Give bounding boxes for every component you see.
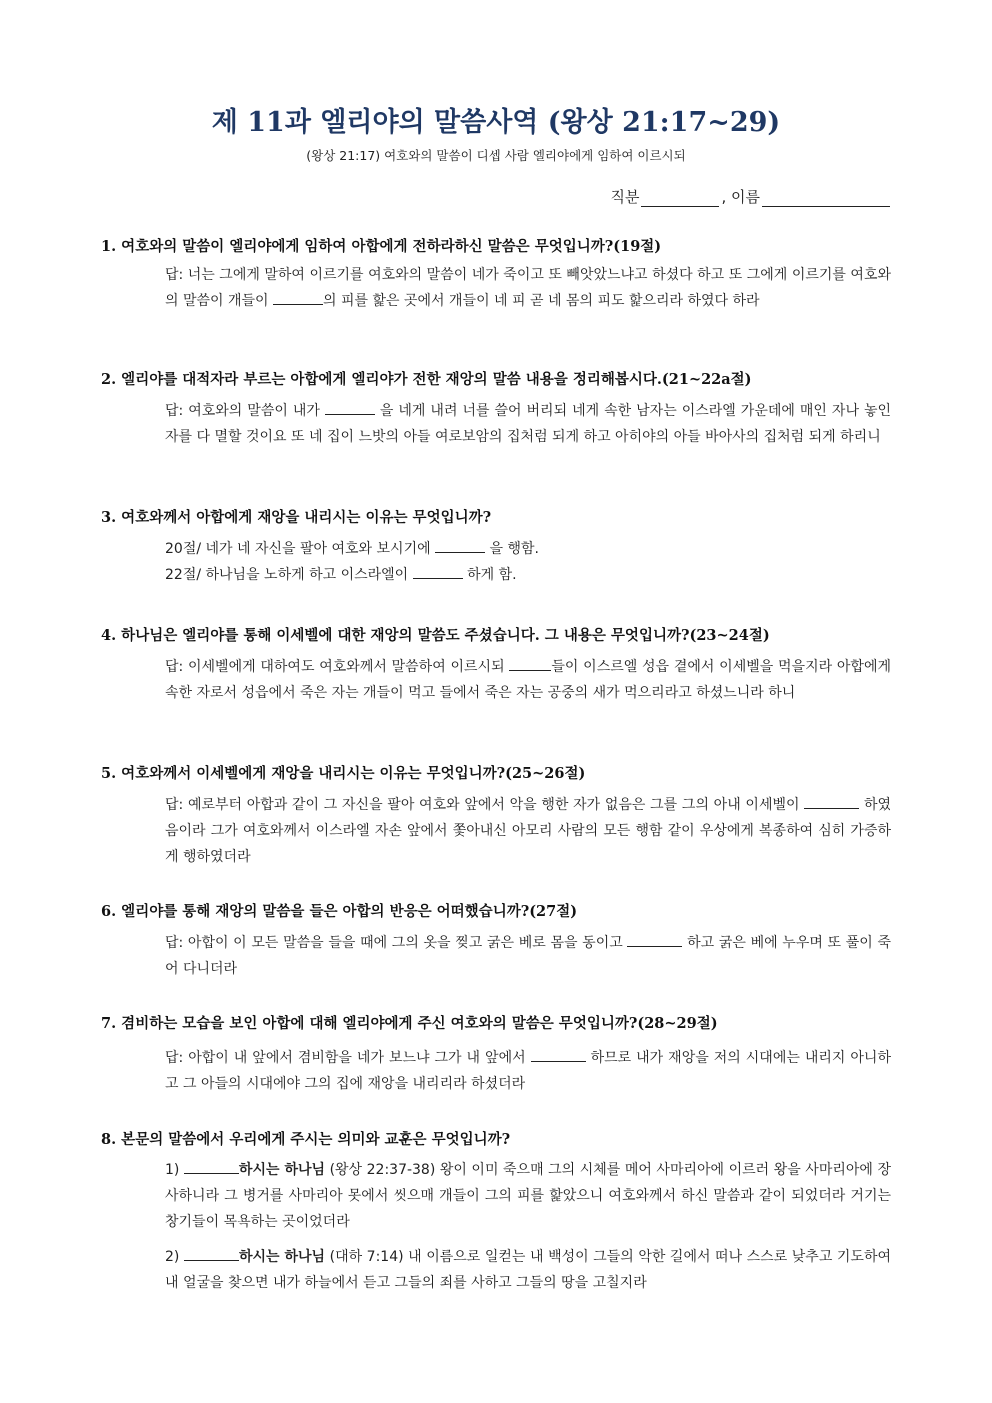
question-1: 1. 여호와의 말씀이 엘리야에게 임하여 아합에게 전하라하신 말씀은 무엇입니까?(19절) — [101, 238, 662, 255]
answer-blank[interactable] — [531, 1047, 586, 1062]
answer-blank[interactable] — [325, 400, 375, 415]
answer-blank[interactable] — [413, 564, 463, 579]
answer-8-item-2: 2) 하시는 하나님 (대하 7:14) 내 이름으로 일컫는 내 백성이 그들의 악한 길에서 떠나 스스로 낮추고 기도하여 내 얼굴을 찾으면 내가 하늘에서 듣고 그들의 죄를 사하고 그들의 땅을 고칠지라 — [165, 1244, 891, 1296]
question-8: 8. 본문의 말씀에서 우리에게 주시는 의미와 교훈은 무엇입니까? — [101, 1131, 511, 1148]
question-7: 7. 겸비하는 모습을 보인 아합에 대해 엘리야에게 주신 여호와의 말씀은 무엇입니까?(28~29절) — [101, 1015, 718, 1032]
answer-3 — [165, 536, 891, 588]
name-fields — [610, 186, 892, 207]
position-field[interactable] — [641, 192, 719, 207]
answer-line: 20절/ 네가 네 자신을 팔아 여호와 보시기에 을 행함. — [165, 536, 891, 562]
answer-2: 답: 여호와의 말씀이 내가 을 네게 내려 너를 쓸어 버리되 네게 속한 남자는 이스라엘 가운데에 매인 자나 놓인 자를 다 멸할 것이요 또 네 집이 느밧의 아들 여로보암의 집처럼 되게 하고 아히야의 아들 바아사의 집처럼 되게 하리니 — [165, 398, 891, 450]
answer-7: 답: 아합이 내 앞에서 겸비함을 네가 보느냐 그가 내 앞에서 하므로 내가 재앙을 저의 시대에는 내리지 아니하고 그 아들의 시대에야 그의 집에 재앙을 내리리라 하셨더라 — [165, 1045, 891, 1097]
answer-8-item-1: 1) 하시는 하나님 (왕상 22:37-38) 왕이 이미 죽으매 그의 시체를 메어 사마리아에 이르러 왕을 사마리아에 장사하니라 그 병거를 사마리아 못에서 씻으매 개들이 그의 피를 핥았으니 여호와께서 하신 말씀과 같이 되었더라 거기는 창기들이 목욕하는 곳이었더라 — [165, 1157, 891, 1235]
page-title: 제 11과 엘리야의 말씀사역 (왕상 21:17~29) — [211, 107, 781, 138]
page-subtitle: (왕상 21:17) 여호와의 말씀이 디셉 사람 엘리야에게 임하여 이르시되 — [306, 148, 686, 163]
question-2: 2. 엘리야를 대적자라 부르는 아합에게 엘리야가 전한 재앙의 말씀 내용을 정리해봅시다.(21~22a절) — [101, 371, 752, 388]
answer-5: 답: 예로부터 아합과 같이 그 자신을 팔아 여호와 앞에서 악을 행한 자가 없음은 그를 그의 아내 이세벨이 하였음이라 그가 여호와께서 이스라엘 자손 앞에서 쫓아내신 아모리 사람의 모든 행함 같이 우상에게 복종하여 심히 가증하게 행하였더라 — [165, 792, 891, 870]
answer-blank[interactable] — [184, 1159, 239, 1174]
name-label: , 이름 — [721, 188, 760, 206]
question-3: 3. 여호와께서 아합에게 재앙을 내리시는 이유는 무엇입니까? — [101, 509, 492, 526]
position-label: 직분 — [610, 188, 640, 206]
answer-line: 22절/ 하나님을 노하게 하고 이스라엘이 하게 함. — [165, 562, 891, 588]
answer-blank[interactable] — [435, 538, 485, 553]
answer-blank[interactable] — [184, 1246, 239, 1261]
answer-blank[interactable] — [627, 932, 682, 947]
answer-blank[interactable] — [273, 290, 323, 305]
question-4: 4. 하나님은 엘리야를 통해 이세벨에 대한 재앙의 말씀도 주셨습니다. 그 내용은 무엇입니까?(23~24절) — [101, 627, 770, 644]
answer-4: 답: 이세벨에게 대하여도 여호와께서 말씀하여 이르시되 들이 이스르엘 성읍 곁에서 이세벨을 먹을지라 아합에게 속한 자로서 성읍에서 죽은 자는 개들이 먹고 들에서 죽은 자는 공중의 새가 먹으리라고 하셨느니라 하니 — [165, 654, 891, 706]
name-field[interactable] — [762, 192, 890, 207]
answer-6: 답: 아합이 이 모든 말씀을 들을 때에 그의 옷을 찢고 굵은 베로 몸을 동이고 하고 굵은 베에 누우며 또 풀이 죽어 다니더라 — [165, 930, 891, 982]
answer-1: 답: 너는 그에게 말하여 이르기를 여호와의 말씀이 네가 죽이고 또 빼앗았느냐고 하셨다 하고 또 그에게 이르기를 여호와의 말씀이 개들이 의 피를 핥은 곳에서 개들이 네 피 곧 네 몸의 피도 핥으리라 하였다 하라 — [165, 267, 891, 309]
answer-blank[interactable] — [804, 794, 859, 809]
question-6: 6. 엘리야를 통해 재앙의 말씀을 들은 아합의 반응은 어떠했습니까?(27절) — [101, 903, 578, 920]
answer-blank[interactable] — [509, 656, 551, 671]
question-5: 5. 여호와께서 이세벨에게 재앙을 내리시는 이유는 무엇입니까?(25~26절) — [101, 765, 586, 782]
